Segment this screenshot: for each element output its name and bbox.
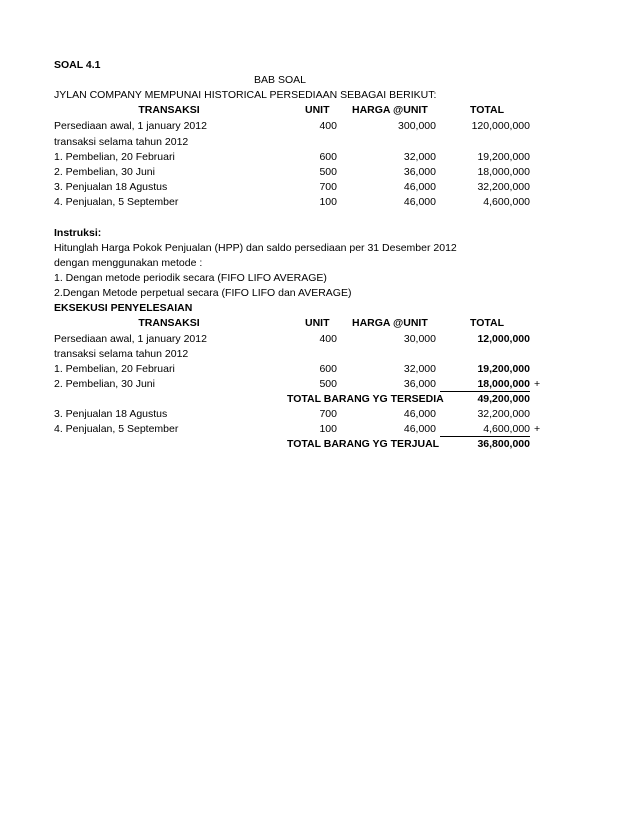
table1-header-transaksi: TRANSAKSI — [138, 104, 200, 116]
table1-row-total: 19,200,000 — [477, 151, 530, 163]
table2-row-harga: 46,000 — [403, 408, 436, 420]
bab-soal-heading: BAB SOAL — [254, 74, 306, 86]
table2-row-label: 4. Penjualan, 5 September — [54, 423, 179, 435]
table1-row-harga: 32,000 — [403, 151, 436, 163]
soal-title: SOAL 4.1 — [54, 59, 101, 71]
table1-row-harga: 46,000 — [403, 196, 436, 208]
table2-row-unit: 600 — [319, 363, 337, 375]
eksekusi-title: EKSEKUSI PENYELESAIAN — [54, 302, 193, 314]
table1-row-harga: 300,000 — [398, 120, 436, 132]
table2-row-harga: 36,000 — [403, 378, 436, 390]
plus-sign: + — [534, 378, 541, 390]
instruksi-line: 1. Dengan metode periodik secara (FIFO LIFO AVERAGE) — [54, 272, 327, 284]
instruksi-title: Instruksi: — [54, 227, 102, 239]
table1-row-label: 4. Penjualan, 5 September — [54, 196, 179, 208]
table2-row-total: 18,000,000 — [440, 377, 530, 392]
table2-header-transaksi: TRANSAKSI — [138, 317, 200, 329]
total-tersedia-value: 49,200,000 — [477, 393, 530, 405]
table2-row-total: 32,200,000 — [477, 408, 530, 420]
table1-row-label: transaksi selama tahun 2012 — [54, 136, 189, 148]
table2-header-unit: UNIT — [305, 317, 330, 329]
table2-row-total: 12,000,000 — [477, 333, 530, 345]
total-tersedia-label: TOTAL BARANG YG TERSEDIA — [287, 393, 444, 405]
table1-row-harga: 46,000 — [403, 181, 436, 193]
table1-header-unit: UNIT — [305, 104, 330, 116]
instruksi-line: Hitunglah Harga Pokok Penjualan (HPP) dan saldo persediaan per 31 Desember 2012 — [54, 242, 457, 254]
table2-header-total: TOTAL — [470, 317, 505, 329]
table1-row-unit: 400 — [319, 120, 337, 132]
table2-row-unit: 700 — [319, 408, 337, 420]
table2-header-harga: HARGA @UNIT — [352, 317, 428, 329]
instruksi-line: dengan menggunakan metode : — [54, 257, 203, 269]
table2-row-label: 1. Pembelian, 20 Februari — [54, 363, 175, 375]
table2-row-total: 19,200,000 — [477, 363, 530, 375]
instruksi-line: 2.Dengan Metode perpetual secara (FIFO LIFO dan AVERAGE) — [54, 287, 352, 299]
table2-row-label: transaksi selama tahun 2012 — [54, 348, 189, 360]
table2-row-total: 4,600,000 — [440, 422, 530, 437]
table1-row-label: 3. Penjualan 18 Agustus — [54, 181, 168, 193]
total-terjual-value: 36,800,000 — [477, 438, 530, 450]
plus-sign: + — [534, 423, 541, 435]
table2-row-harga: 46,000 — [403, 423, 436, 435]
table2-row-unit: 100 — [319, 423, 337, 435]
table1-row-total: 120,000,000 — [471, 120, 530, 132]
total-terjual-label: TOTAL BARANG YG TERJUAL — [287, 438, 440, 450]
table2-row-label: 3. Penjualan 18 Agustus — [54, 408, 168, 420]
table1-row-total: 32,200,000 — [477, 181, 530, 193]
table1-row-unit: 100 — [319, 196, 337, 208]
company-line: JYLAN COMPANY MEMPUNAI HISTORICAL PERSEDIAAN SEBAGAI BERIKUT: — [54, 89, 437, 101]
table2-row-unit: 400 — [319, 333, 337, 345]
table1-row-unit: 700 — [319, 181, 337, 193]
table1-row-harga: 36,000 — [403, 166, 436, 178]
table2-row-label: Persediaan awal, 1 january 2012 — [54, 333, 207, 345]
table2-row-unit: 500 — [319, 378, 337, 390]
table2-row-harga: 30,000 — [403, 333, 436, 345]
table1-row-label: Persediaan awal, 1 january 2012 — [54, 120, 207, 132]
table2-row-harga: 32,000 — [403, 363, 436, 375]
table1-row-label: 2. Pembelian, 30 Juni — [54, 166, 155, 178]
table1-header-total: TOTAL — [470, 104, 505, 116]
table1-row-total: 18,000,000 — [477, 166, 530, 178]
table1-row-total: 4,600,000 — [483, 196, 530, 208]
table1-header-harga: HARGA @UNIT — [352, 104, 428, 116]
table1-row-unit: 500 — [319, 166, 337, 178]
table1-row-label: 1. Pembelian, 20 Februari — [54, 151, 175, 163]
table1-row-unit: 600 — [319, 151, 337, 163]
table2-row-label: 2. Pembelian, 30 Juni — [54, 378, 155, 390]
